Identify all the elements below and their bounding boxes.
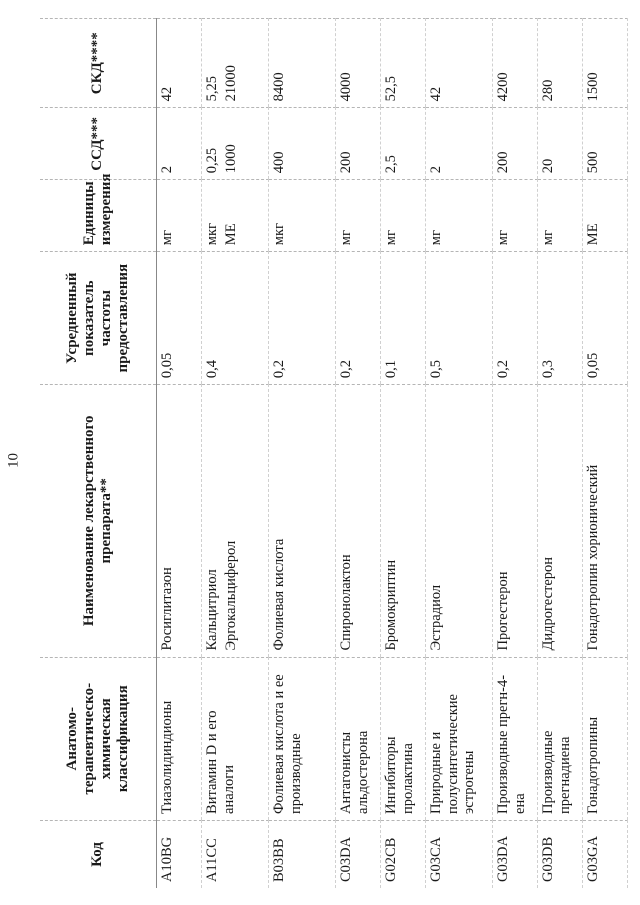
drug-skd: 21000 (222, 65, 239, 102)
drug-name: Фолиевая кислота (271, 538, 287, 651)
drug-ssd: 2 (159, 166, 175, 174)
drug-name: Гонадотропин хорионический (585, 464, 601, 651)
drug-skd: 4200 (495, 72, 511, 102)
row-code: A11CC (202, 820, 269, 888)
drug-ssd: 1000 (222, 144, 239, 174)
drug-ssd: 200 (338, 151, 354, 174)
table-row (202, 19, 269, 889)
drug-skd: 42 (428, 86, 444, 102)
row-unit (157, 180, 202, 252)
row-drug (202, 385, 269, 657)
header-atc: Анатомо-терапевтическо-химическая классификация (40, 657, 157, 820)
row-atc: Природные и полусинтетические эстрогены (426, 657, 493, 820)
drug-skd: 52,5 (383, 76, 399, 102)
drug-ssd: 500 (585, 151, 601, 174)
drug-unit: мг (338, 230, 354, 246)
row-atc: Тиазолидиндионы (157, 657, 202, 820)
row-ssd (269, 108, 336, 180)
row-drug (493, 385, 538, 657)
drug-unit: мг (495, 230, 511, 246)
row-freq: 0,05 (583, 252, 628, 385)
row-skd (202, 19, 269, 108)
row-unit (493, 180, 538, 252)
row-skd (426, 19, 493, 108)
table-row (538, 19, 583, 889)
row-skd (336, 19, 381, 108)
table-body (157, 19, 628, 889)
row-ssd (426, 108, 493, 180)
row-unit (426, 180, 493, 252)
row-drug (157, 385, 202, 657)
row-ssd (583, 108, 628, 180)
row-atc: Ингибиторы пролактина (381, 657, 426, 820)
drug-skd: 280 (540, 79, 556, 102)
drug-unit: мг (428, 230, 444, 246)
row-freq: 0,3 (538, 252, 583, 385)
row-atc: Производные прегнадиена (538, 657, 583, 820)
row-code: A10BG (157, 820, 202, 888)
row-drug (269, 385, 336, 657)
row-unit (381, 180, 426, 252)
row-code: G03CA (426, 820, 493, 888)
row-freq: 0,05 (157, 252, 202, 385)
row-code: G02CB (381, 820, 426, 888)
row-code: C03DA (336, 820, 381, 888)
row-drug (583, 385, 628, 657)
row-ssd (336, 108, 381, 180)
drug-unit: МЕ (222, 223, 239, 246)
header-ssd: ССД*** (40, 108, 157, 180)
drug-name: Прогестерон (495, 571, 511, 651)
row-skd (493, 19, 538, 108)
header-code: Код (40, 820, 157, 888)
drug-name: Кальцитриол (204, 569, 220, 651)
row-freq: 0,2 (269, 252, 336, 385)
row-skd (157, 19, 202, 108)
row-unit (269, 180, 336, 252)
table-row (381, 19, 426, 889)
drug-ssd: 400 (271, 151, 287, 174)
row-atc: Гонадотропины (583, 657, 628, 820)
drug-name: Эстрадиол (428, 584, 444, 651)
row-atc: Производные прегн-4-ена (493, 657, 538, 820)
row-ssd (381, 108, 426, 180)
header-freq: Усредненный показатель частоты предоставления (40, 252, 157, 385)
row-atc: Фолиевая кислота и ее производные (269, 657, 336, 820)
row-skd (269, 19, 336, 108)
header-drug: Наименование лекарственного препарата** (40, 385, 157, 657)
row-freq: 0,4 (202, 252, 269, 385)
row-skd (583, 19, 628, 108)
row-code: G03DB (538, 820, 583, 888)
row-unit (202, 180, 269, 252)
row-code: G03DA (493, 820, 538, 888)
drug-skd: 8400 (271, 72, 287, 102)
row-freq: 0,5 (426, 252, 493, 385)
row-skd (381, 19, 426, 108)
drug-ssd: 20 (540, 158, 556, 174)
rotated-page (40, 18, 620, 888)
drug-unit: мг (383, 230, 399, 246)
row-unit (336, 180, 381, 252)
drug-unit: мг (159, 230, 175, 246)
row-ssd (157, 108, 202, 180)
drug-unit: мкг (204, 223, 220, 246)
drug-unit: МЕ (585, 223, 601, 246)
drug-name: Бромокриптин (383, 559, 399, 651)
table-row (336, 19, 381, 889)
row-atc: Антагонисты альдостерона (336, 657, 381, 820)
row-atc: Витамин D и его аналоги (202, 657, 269, 820)
row-code: G03GA (583, 820, 628, 888)
row-drug (538, 385, 583, 657)
row-unit (538, 180, 583, 252)
drug-skd: 42 (159, 86, 175, 102)
row-skd (538, 19, 583, 108)
table-row (269, 19, 336, 889)
row-code: B03BB (269, 820, 336, 888)
drug-ssd: 200 (495, 151, 511, 174)
header-unit: Единицы измерения (40, 180, 157, 252)
table-row (157, 19, 202, 889)
row-freq: 0,1 (381, 252, 426, 385)
drug-unit: мкг (271, 223, 287, 246)
drug-skd: 1500 (585, 72, 601, 102)
drug-ssd: 0,25 (204, 147, 220, 174)
row-freq: 0,2 (493, 252, 538, 385)
drug-skd: 5,25 (204, 76, 220, 102)
drug-name: Эргокальциферол (222, 540, 239, 651)
drug-ssd: 2 (428, 166, 444, 174)
row-drug (426, 385, 493, 657)
page-number: 10 (5, 453, 22, 468)
row-ssd (538, 108, 583, 180)
drug-name: Росиглитазон (159, 567, 175, 651)
drug-name: Дидрогестерон (540, 556, 556, 651)
drug-unit: мг (540, 230, 556, 246)
table-header-row (40, 19, 157, 889)
drug-table (40, 18, 628, 888)
row-ssd (493, 108, 538, 180)
drug-ssd: 2,5 (383, 155, 399, 174)
drug-skd: 4000 (338, 72, 354, 102)
row-ssd (202, 108, 269, 180)
row-freq: 0,2 (336, 252, 381, 385)
row-unit (583, 180, 628, 252)
row-drug (381, 385, 426, 657)
drug-name: Спиронолактон (338, 554, 354, 651)
table-row (493, 19, 538, 889)
row-drug (336, 385, 381, 657)
table-row (426, 19, 493, 889)
header-skd: СКД**** (40, 19, 157, 108)
table-row (583, 19, 628, 889)
